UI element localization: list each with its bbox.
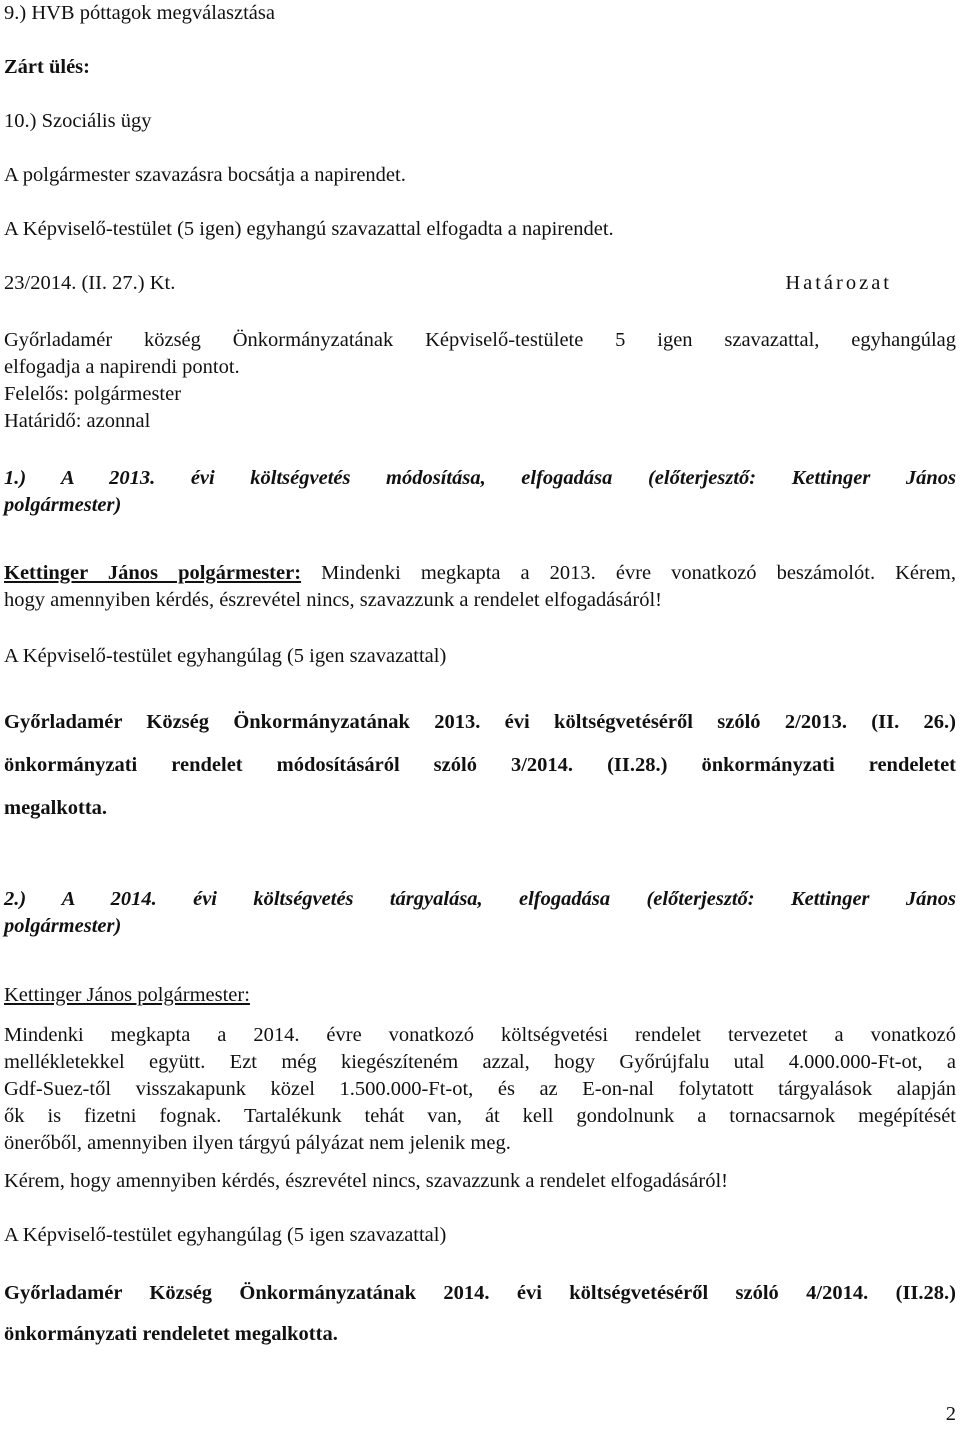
vote-result-text: A Képviselő-testület egyhangúlag (5 igen szavazattal): [4, 645, 447, 667]
item-2-heading-cont: polgármester): [4, 915, 122, 937]
mayor-speech-line: Gdf-Suez-től visszakapunk közel 1.500.000-Ft-ot, és az E-on-nal folytatott tárgyalások alapján: [4, 1078, 956, 1100]
speaker-name: Kettinger János polgármester:: [4, 984, 250, 1006]
decree-line: Győrladamér Község Önkormányzatának 2013. évi költségvetéséről szóló 2/2013. (II. 26.): [4, 711, 956, 733]
item-9-heading: 9.) HVB póttagok megválasztása: [4, 2, 275, 24]
resolution-number: 23/2014. (II. 27.) Kt.: [4, 272, 176, 294]
page-number: 2: [945, 1403, 956, 1425]
speech-text: Mindenki megkapta a 2013. évre vonatkozó beszámolót. Kérem,: [301, 562, 957, 584]
agenda-accepted-text: A Képviselő-testület (5 igen) egyhangú szavazattal elfogadta a napirendet.: [4, 218, 614, 240]
item-1-heading-cont: polgármester): [4, 494, 122, 516]
mayor-speech-line: Kérem, hogy amennyiben kérdés, észrevétel nincs, szavazzunk a rendelet elfogadásáról!: [4, 1170, 729, 1192]
decree-line: önkormányzati rendeletet megalkotta.: [4, 1323, 338, 1345]
item-2-heading: 2.) A 2014. évi költségvetés tárgyalása, elfogadása (előterjesztő: Kettinger János: [4, 888, 956, 910]
mayor-speech-line: ők is fizetni fognak. Tartalékunk tehát van, át kell gondolnunk a tornacsarnok megépítését: [4, 1105, 956, 1127]
vote-result-text: A Képviselő-testület egyhangúlag (5 igen szavazattal): [4, 1224, 447, 1246]
item-1-heading: 1.) A 2013. évi költségvetés módosítása, elfogadása (előterjesztő: Kettinger János: [4, 467, 956, 489]
mayor-speech-line: hogy amennyiben kérdés, észrevétel nincs, szavazzunk a rendelet elfogadásáról!: [4, 589, 662, 611]
mayor-speech-line: önerőből, amennyiben ilyen tárgyú pályázat nem jelenik meg.: [4, 1132, 511, 1154]
decree-line: megalkotta.: [4, 797, 108, 819]
decree-line: önkormányzati rendelet módosításáról szóló 3/2014. (II.28.) önkormányzati rendeletet: [4, 754, 956, 776]
decree-line: Győrladamér Község Önkormányzatának 2014. évi költségvetéséről szóló 4/2014. (II.28.): [4, 1282, 956, 1304]
item-10-heading: 10.) Szociális ügy: [4, 110, 152, 132]
speaker-name: Kettinger János polgármester:: [4, 562, 302, 584]
closed-session-heading: Zárt ülés:: [4, 56, 90, 78]
resolution-title: Határozat: [785, 272, 892, 294]
mayor-speech-line: [4, 560, 956, 586]
deadline-text: Határidő: azonnal: [4, 410, 151, 432]
resolution-text-line: Győrladamér község Önkormányzatának Képviselő-testülete 5 igen szavazattal, egyhangúlag: [4, 329, 956, 351]
mayor-agenda-text: A polgármester szavazásra bocsátja a napirendet.: [4, 164, 406, 186]
mayor-speech-line: mellékletekkel együtt. Ezt még kiegészíteném azzal, hogy Győrújfalu utal 4.000.000-Ft-ot, a: [4, 1051, 956, 1073]
mayor-speech-line: Mindenki megkapta a 2014. évre vonatkozó költségvetési rendelet tervezetet a vonatkozó: [4, 1024, 956, 1046]
responsible-text: Felelős: polgármester: [4, 383, 182, 405]
resolution-text-line: elfogadja a napirendi pontot.: [4, 356, 240, 378]
